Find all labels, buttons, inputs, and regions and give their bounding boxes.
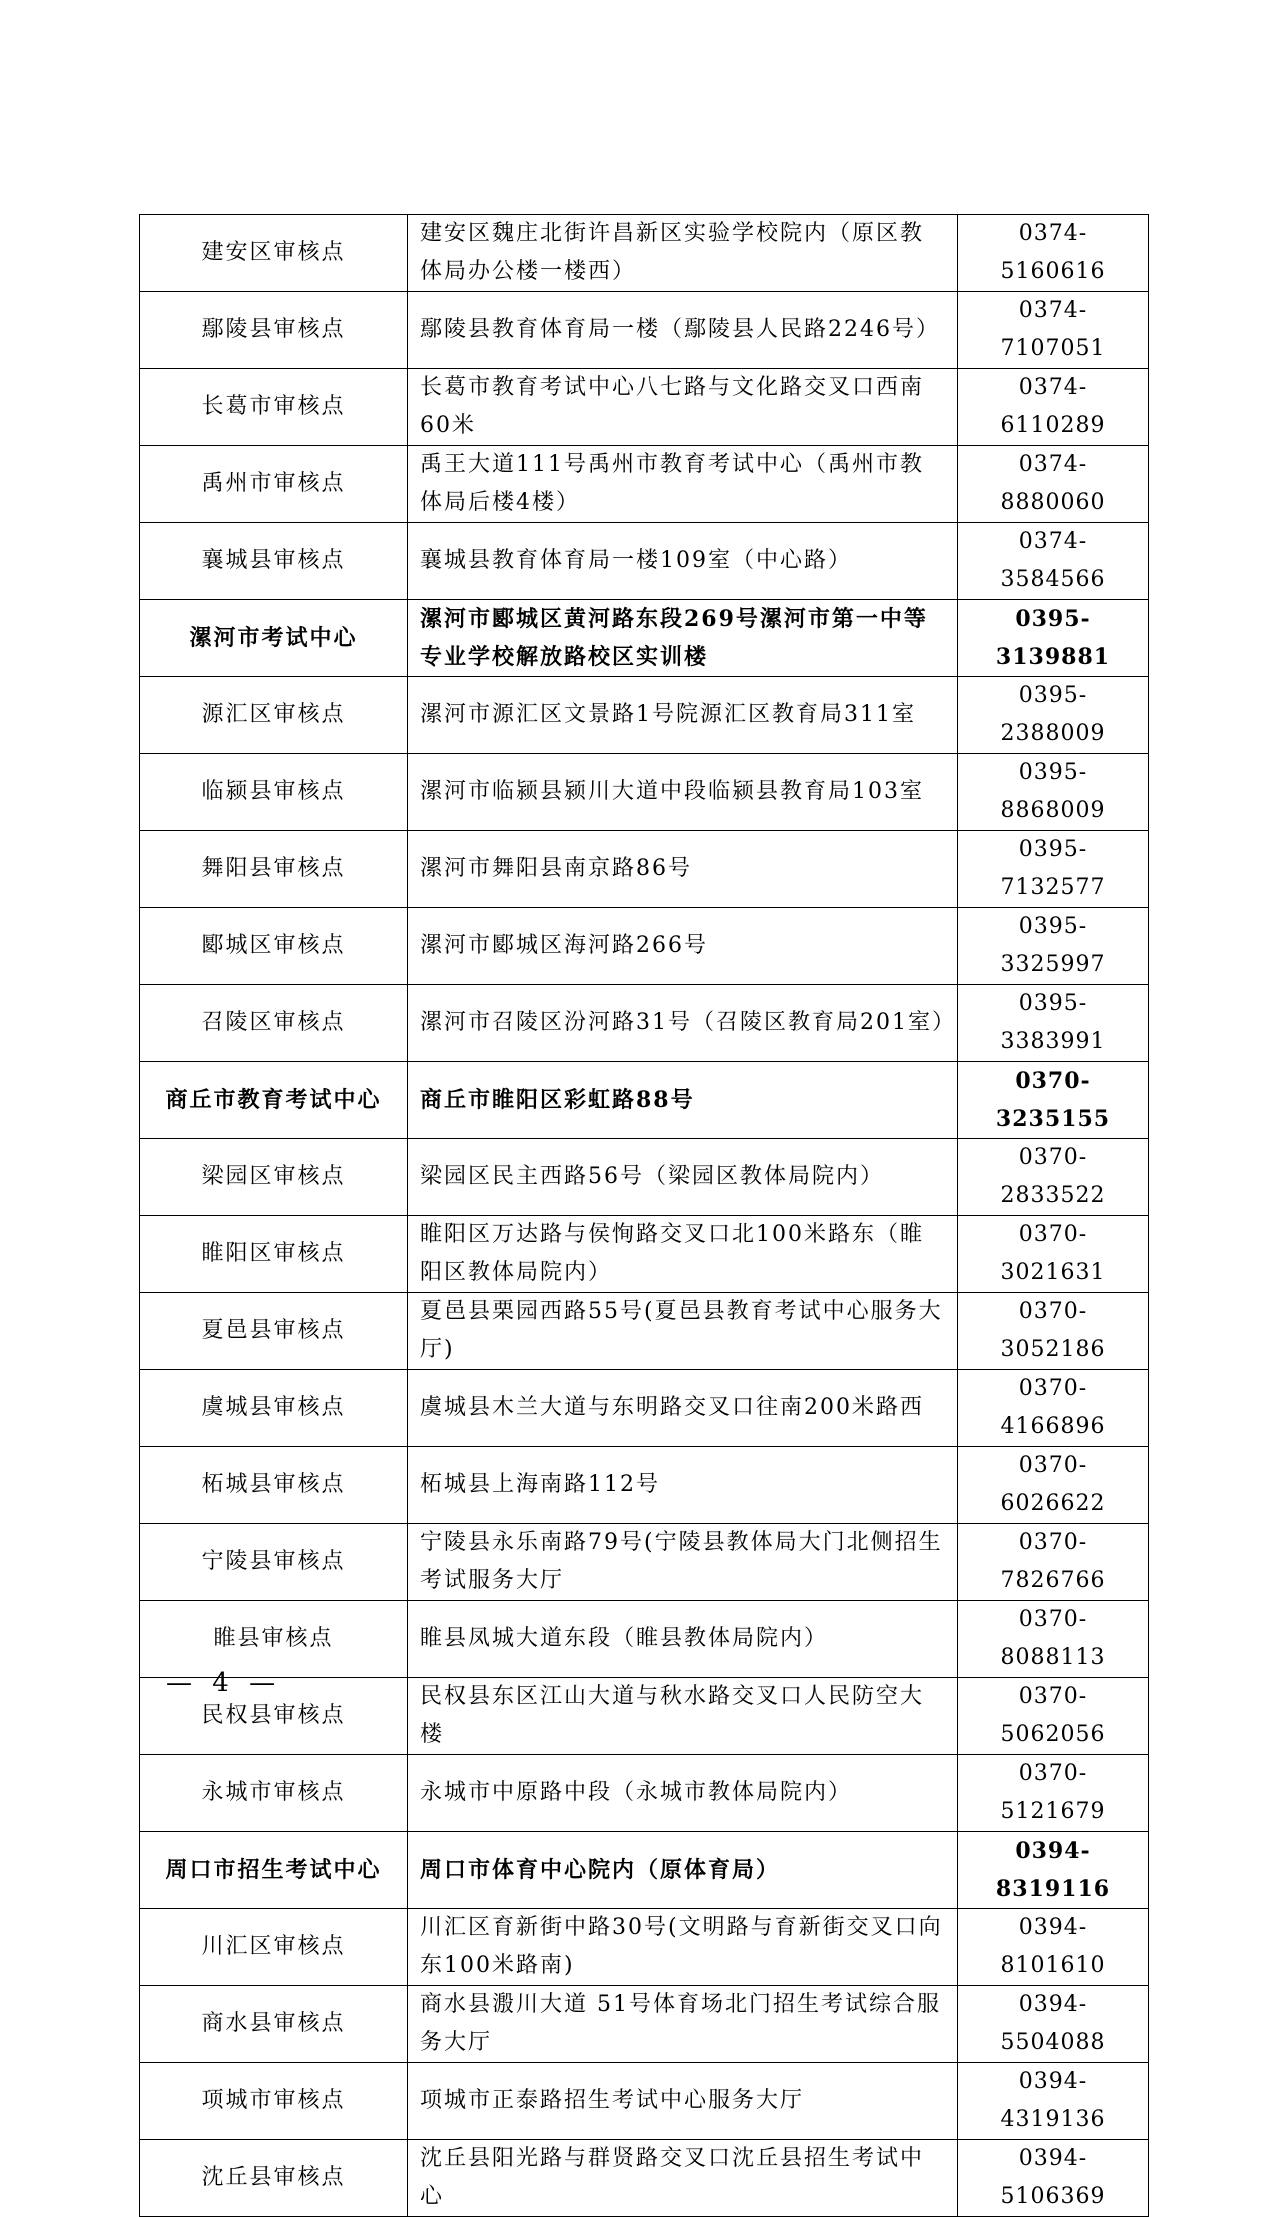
- address-cell: 鄢陵县教育体育局一楼（鄢陵县人民路2246号）: [408, 292, 958, 369]
- name-cell: 川汇区审核点: [140, 1909, 408, 1986]
- address-cell: 漯河市召陵区汾河路31号（召陵区教育局201室）: [408, 985, 958, 1062]
- address-cell: 长葛市教育考试中心八七路与文化路交叉口西南60米: [408, 369, 958, 446]
- phone-cell: 0395-8868009: [958, 754, 1149, 831]
- table-row: [140, 677, 1149, 754]
- address-cell: 商水县溵川大道 51号体育场北门招生考试综合服务大厅: [408, 1986, 958, 2063]
- name-cell: 柘城县审核点: [140, 1447, 408, 1524]
- table-row: [140, 908, 1149, 985]
- address-cell: 川汇区育新街中路30号(文明路与育新街交叉口向东100米路南): [408, 1909, 958, 1986]
- table-row: [140, 292, 1149, 369]
- phone-cell: 0395-3325997: [958, 908, 1149, 985]
- name-cell: 商丘市教育考试中心: [140, 1062, 408, 1139]
- phone-cell: 0395-3139881: [958, 600, 1149, 677]
- address-cell: 建安区魏庄北街许昌新区实验学校院内（原区教体局办公楼一楼西）: [408, 215, 958, 292]
- table-row: [140, 1678, 1149, 1755]
- name-cell: 周口市招生考试中心: [140, 1832, 408, 1909]
- address-cell: 漯河市郾城区黄河路东段269号漯河市第一中等专业学校解放路校区实训楼: [408, 600, 958, 677]
- name-cell: 长葛市审核点: [140, 369, 408, 446]
- phone-cell: 0374-3584566: [958, 523, 1149, 600]
- table-row: [140, 1986, 1149, 2063]
- address-cell: 漯河市郾城区海河路266号: [408, 908, 958, 985]
- name-cell: 虞城县审核点: [140, 1370, 408, 1447]
- address-cell: 虞城县木兰大道与东明路交叉口往南200米路西: [408, 1370, 958, 1447]
- table-row: [140, 985, 1149, 1062]
- phone-cell: 0370-2833522: [958, 1139, 1149, 1216]
- name-cell: 源汇区审核点: [140, 677, 408, 754]
- table-body: [140, 215, 1149, 2217]
- name-cell: 民权县审核点: [140, 1678, 408, 1755]
- table-row: [140, 1447, 1149, 1524]
- address-cell: 夏邑县栗园西路55号(夏邑县教育考试中心服务大厅): [408, 1293, 958, 1370]
- phone-cell: 0374-7107051: [958, 292, 1149, 369]
- table-row: [140, 446, 1149, 523]
- phone-cell: 0395-2388009: [958, 677, 1149, 754]
- name-cell: 禹州市审核点: [140, 446, 408, 523]
- address-cell: 漯河市源汇区文景路1号院源汇区教育局311室: [408, 677, 958, 754]
- name-cell: 沈丘县审核点: [140, 2140, 408, 2217]
- table-row: [140, 754, 1149, 831]
- phone-cell: 0370-5062056: [958, 1678, 1149, 1755]
- address-cell: 睢县凤城大道东段（睢县教体局院内）: [408, 1601, 958, 1678]
- table-row: [140, 1293, 1149, 1370]
- name-cell: 夏邑县审核点: [140, 1293, 408, 1370]
- address-cell: 禹王大道111号禹州市教育考试中心（禹州市教体局后楼4楼）: [408, 446, 958, 523]
- phone-cell: 0370-3052186: [958, 1293, 1149, 1370]
- address-cell: 项城市正泰路招生考试中心服务大厅: [408, 2063, 958, 2140]
- name-cell: 梁园区审核点: [140, 1139, 408, 1216]
- phone-cell: 0394-4319136: [958, 2063, 1149, 2140]
- name-cell: 睢县审核点: [140, 1601, 408, 1678]
- address-cell: 宁陵县永乐南路79号(宁陵县教体局大门北侧招生考试服务大厅: [408, 1524, 958, 1601]
- address-cell: 周口市体育中心院内（原体育局）: [408, 1832, 958, 1909]
- table-row: [140, 2063, 1149, 2140]
- table-row: [140, 215, 1149, 292]
- address-cell: 柘城县上海南路112号: [408, 1447, 958, 1524]
- phone-cell: 0370-3235155: [958, 1062, 1149, 1139]
- name-cell: 鄢陵县审核点: [140, 292, 408, 369]
- name-cell: 郾城区审核点: [140, 908, 408, 985]
- page-number: — 4 —: [166, 1668, 282, 1698]
- name-cell: 召陵区审核点: [140, 985, 408, 1062]
- table-row: [140, 1139, 1149, 1216]
- table-row: [140, 600, 1149, 677]
- phone-cell: 0370-4166896: [958, 1370, 1149, 1447]
- phone-cell: 0394-5504088: [958, 1986, 1149, 2063]
- address-cell: 梁园区民主西路56号（梁园区教体局院内）: [408, 1139, 958, 1216]
- address-cell: 永城市中原路中段（永城市教体局院内）: [408, 1755, 958, 1832]
- address-cell: 睢阳区万达路与侯恂路交叉口北100米路东（睢阳区教体局院内）: [408, 1216, 958, 1293]
- phone-cell: 0394-5106369: [958, 2140, 1149, 2217]
- address-cell: 商丘市睢阳区彩虹路88号: [408, 1062, 958, 1139]
- table-row: [140, 1524, 1149, 1601]
- name-cell: 漯河市考试中心: [140, 600, 408, 677]
- address-cell: 襄城县教育体育局一楼109室（中心路）: [408, 523, 958, 600]
- name-cell: 睢阳区审核点: [140, 1216, 408, 1293]
- name-cell: 永城市审核点: [140, 1755, 408, 1832]
- phone-cell: 0374-8880060: [958, 446, 1149, 523]
- address-cell: 沈丘县阳光路与群贤路交叉口沈丘县招生考试中心: [408, 2140, 958, 2217]
- address-cell: 民权县东区江山大道与秋水路交叉口人民防空大楼: [408, 1678, 958, 1755]
- table-row: [140, 1370, 1149, 1447]
- table-row: [140, 1601, 1149, 1678]
- table-row: [140, 1216, 1149, 1293]
- phone-cell: 0370-6026622: [958, 1447, 1149, 1524]
- phone-cell: 0370-7826766: [958, 1524, 1149, 1601]
- phone-cell: 0394-8319116: [958, 1832, 1149, 1909]
- table-row: [140, 1755, 1149, 1832]
- address-cell: 漯河市临颍县颍川大道中段临颍县教育局103室: [408, 754, 958, 831]
- name-cell: 项城市审核点: [140, 2063, 408, 2140]
- name-cell: 临颍县审核点: [140, 754, 408, 831]
- address-cell: 漯河市舞阳县南京路86号: [408, 831, 958, 908]
- name-cell: 舞阳县审核点: [140, 831, 408, 908]
- table-row: [140, 831, 1149, 908]
- phone-cell: 0394-8101610: [958, 1909, 1149, 1986]
- table-row: [140, 1062, 1149, 1139]
- phone-cell: 0395-7132577: [958, 831, 1149, 908]
- name-cell: 商水县审核点: [140, 1986, 408, 2063]
- table-row: [140, 2140, 1149, 2217]
- name-cell: 宁陵县审核点: [140, 1524, 408, 1601]
- phone-cell: 0395-3383991: [958, 985, 1149, 1062]
- table-row: [140, 1832, 1149, 1909]
- phone-cell: 0374-6110289: [958, 369, 1149, 446]
- phone-cell: 0374-5160616: [958, 215, 1149, 292]
- phone-cell: 0370-3021631: [958, 1216, 1149, 1293]
- phone-cell: 0370-5121679: [958, 1755, 1149, 1832]
- table-row: [140, 1909, 1149, 1986]
- review-points-table: [139, 214, 1149, 2217]
- table-row: [140, 523, 1149, 600]
- name-cell: 建安区审核点: [140, 215, 408, 292]
- phone-cell: 0370-8088113: [958, 1601, 1149, 1678]
- table-row: [140, 369, 1149, 446]
- name-cell: 襄城县审核点: [140, 523, 408, 600]
